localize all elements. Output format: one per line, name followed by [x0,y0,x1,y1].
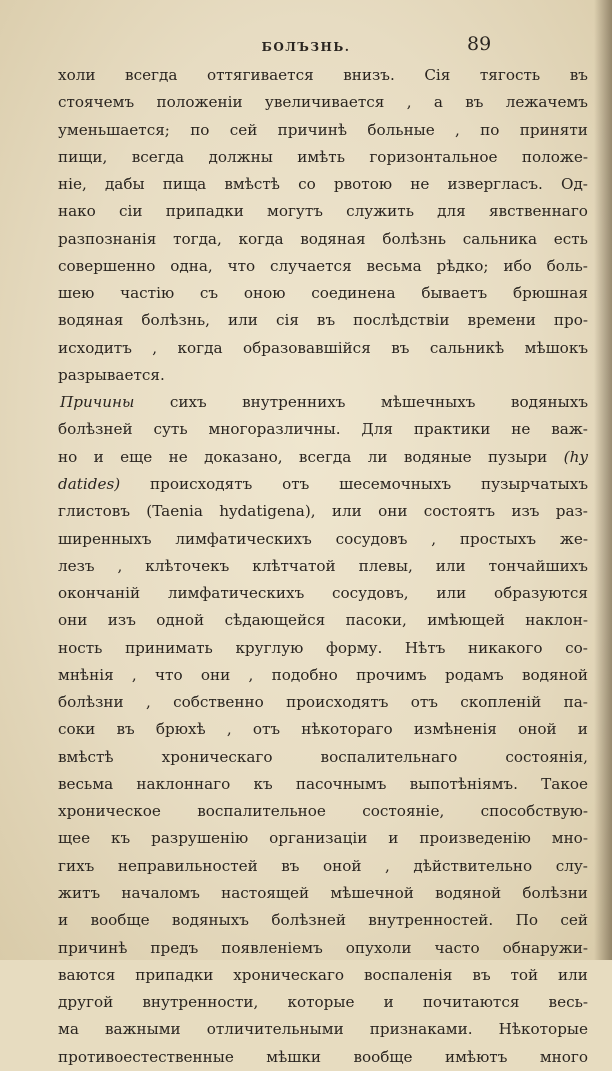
text-line: ваются припадки хроническаго воспаленія въ той или [58,965,588,984]
text-line: и вообще водяныхъ болѣзней внутренностей. По сей [58,911,588,930]
text-line: весьма наклоннаго къ пасочнымъ выпотѣніямъ. Такое [58,774,588,793]
text-line: щее къ разрушенію организаціи и произведенію мно- [58,829,588,848]
text-line: datides) происходятъ отъ шесемочныхъ пузырчатыхъ [58,474,588,493]
text-line: шею частію съ оною соединена бываетъ брюшная [58,284,588,303]
text-line: глистовъ (Taenia hydatigena), или они состоятъ изъ раз- [58,502,588,521]
text-line: хроническое воспалительное состояніе, способствую- [58,802,588,821]
text-line: они изъ одной сѣдающейся пасоки, имѣющей наклон- [58,611,588,630]
text-line: мнѣнія , что они , подобно прочимъ родамъ водяной [58,665,588,684]
text-line: окончаній лимфатическихъ сосудовъ, или образуются [58,584,588,603]
text-line: холи всегда оттягивается внизъ. Сія тягость въ [58,66,588,84]
text-line: болѣзни , собственно происходятъ отъ скопленій па- [58,693,588,712]
text-line: но и еще не доказано, всегда ли водяные пузыри (hy [58,447,588,466]
text-line: разрывается. [58,365,165,384]
text-line: разпознанія тогда, когда водяная болѣзнь сальника есть [58,229,588,248]
text-line: вмѣстѣ хроническаго воспалительнаго состоянія, [58,747,588,766]
text-line: противоестественные мѣшки вообще имѣютъ много [58,1047,588,1066]
text-line: лезъ , клѣточекъ клѣтчатой плевы, или тончайшихъ [58,556,588,575]
running-head: БОЛЪЗНЬ. [261,40,351,54]
text-line: исходитъ , когда образовавшійся въ сальникѣ мѣшокъ [58,338,588,357]
text-line: болѣзней суть многоразличны. Для практики не важ- [58,420,588,439]
text-line: пищи, всегда должны имѣть горизонтальное положе- [58,147,588,166]
text-line: совершенно одна, что случается весьма рѣдко; ибо боль- [58,256,588,275]
body-text [58,62,588,1071]
text-line: житъ началомъ настоящей мѣшечной водяной болѣзни [58,883,588,902]
text-line: Причины сихъ внутреннихъ мѣшечныхъ водяныхъ [60,393,588,412]
page-edge-shadow [594,0,612,960]
text-line: нако сіи припадки могутъ служить для явственнаго [58,202,588,221]
text-line: уменьшается; по сей причинѣ больные , по приняти [58,120,588,139]
text-line: соки въ брюхѣ , отъ нѣкотораго измѣненія оной и [58,720,588,739]
text-line: водяная болѣзнь, или сія въ послѣдствіи времени про- [58,311,588,330]
text-line: гихъ неправильностей въ оной , дѣйствительно слу- [58,856,588,875]
page-number: 89 [467,33,492,55]
text-line: ность принимать круглую форму. Нѣтъ никакого со- [58,638,588,657]
text-line: ма важными отличительными признаками. Нѣкоторые [58,1020,588,1039]
text-line: ніе, дабы пища вмѣстѣ со рвотою не извергласъ. Од- [58,175,588,194]
text-line: причинѣ предъ появленіемъ опухоли часто обнаружи- [58,938,588,957]
text-line: другой внутренности, которые и почитаются весь- [58,993,588,1012]
text-line: стоячемъ положеніи увеличивается , а въ лежачемъ [58,93,588,112]
text-line: ширенныхъ лимфатическихъ сосудовъ , простыхъ же- [58,529,588,548]
